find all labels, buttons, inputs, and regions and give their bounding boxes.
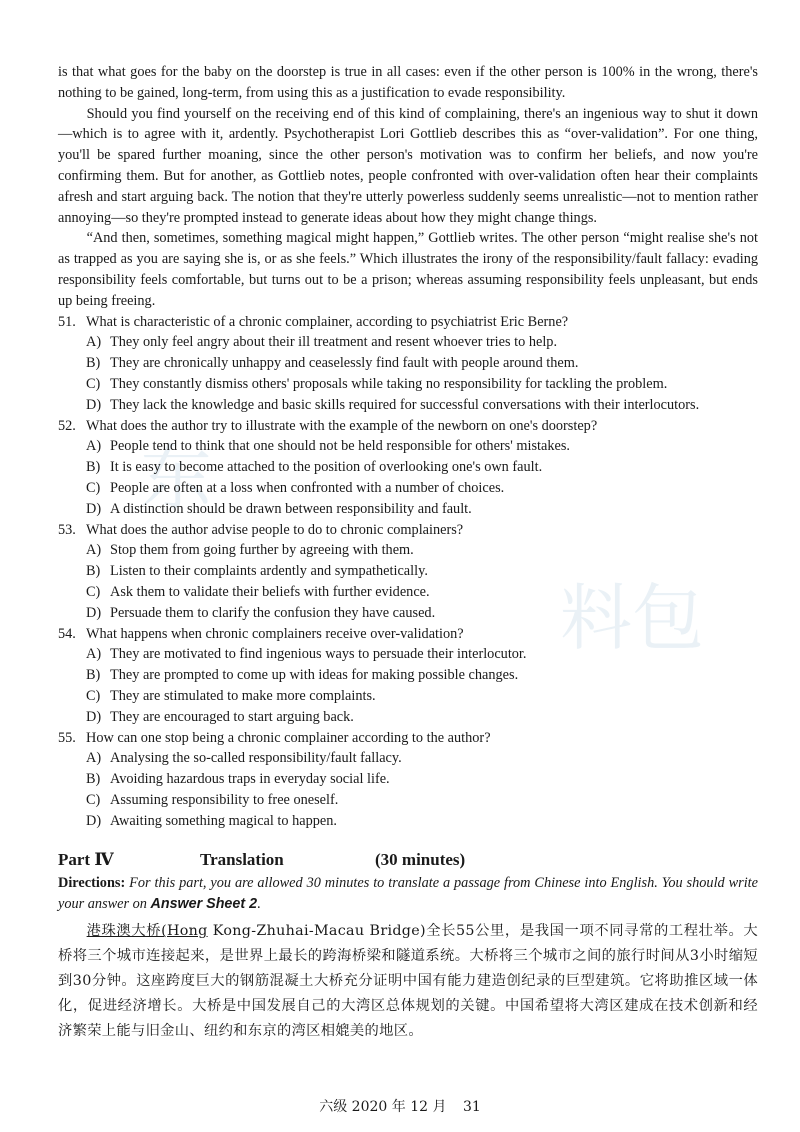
answer-option bbox=[58, 540, 758, 561]
option-letter: C) bbox=[86, 479, 101, 496]
option-letter: B) bbox=[86, 459, 101, 476]
option-text: A distinction should be drawn between responsibility and fault. bbox=[110, 500, 472, 517]
option-letter: A) bbox=[86, 334, 102, 351]
option-letter: B) bbox=[86, 563, 101, 580]
question-number: 53. bbox=[58, 521, 76, 538]
directions-text: For this part, you are allowed 30 minutes to translate a passage from Chinese into English. You should write your answer on bbox=[58, 875, 758, 913]
answer-option bbox=[58, 748, 758, 769]
answer-option bbox=[58, 561, 758, 582]
answer-option bbox=[58, 457, 758, 478]
option-letter: D) bbox=[86, 500, 102, 517]
question-number: 54. bbox=[58, 625, 76, 642]
option-text: They are encouraged to start arguing back. bbox=[110, 708, 354, 725]
option-text: They are chronically unhappy and ceaselessly find fault with people around them. bbox=[110, 355, 579, 372]
option-text: They lack the knowledge and basic skills required for successful conversations with their interlocutors. bbox=[110, 396, 700, 413]
option-letter: B) bbox=[86, 667, 101, 684]
question-text: How can one stop being a chronic complainer according to the author? bbox=[86, 729, 491, 746]
question-text: What is characteristic of a chronic complainer, according to psychiatrist Eric Berne? bbox=[86, 313, 569, 330]
option-letter: D) bbox=[86, 604, 102, 621]
question-number: 52. bbox=[58, 417, 76, 434]
part-number: Part Ⅳ bbox=[58, 850, 114, 870]
page-footer bbox=[0, 1096, 800, 1116]
answer-option bbox=[58, 707, 758, 728]
answer-option bbox=[58, 353, 758, 374]
option-text: Avoiding hazardous traps in everyday social life. bbox=[110, 771, 390, 788]
answer-option bbox=[58, 686, 758, 707]
question-text: What does the author try to illustrate with the example of the newborn on one's doorstep? bbox=[86, 417, 598, 434]
option-text: Listen to their complaints ardently and sympathetically. bbox=[110, 563, 428, 580]
option-letter: C) bbox=[86, 791, 101, 808]
answer-option bbox=[58, 395, 758, 416]
option-letter: A) bbox=[86, 438, 102, 455]
option-text: Awaiting something magical to happen. bbox=[110, 812, 337, 829]
part-time: (30 minutes) bbox=[375, 850, 466, 870]
answer-option bbox=[58, 811, 758, 832]
option-letter: A) bbox=[86, 542, 102, 559]
option-text: It is easy to become attached to the position of overlooking one's own fault. bbox=[110, 459, 543, 476]
part-heading bbox=[58, 849, 758, 871]
option-text: They constantly dismiss others' proposals while taking no responsibility for tackling the problem. bbox=[110, 375, 668, 392]
footer-exam: 六级 2020 年 12 月 bbox=[319, 1099, 447, 1115]
option-text: Analysing the so-called responsibility/fault fallacy. bbox=[110, 750, 402, 767]
watermark: 东 bbox=[140, 436, 213, 520]
answer-option bbox=[58, 665, 758, 686]
option-letter: D) bbox=[86, 812, 102, 829]
option-text: Ask them to validate their beliefs with further evidence. bbox=[110, 583, 430, 600]
option-text: They only feel angry about their ill treatment and resent whoever tries to help. bbox=[110, 334, 558, 351]
question bbox=[58, 416, 758, 437]
passage-paragraph: “And then, sometimes, something magical might happen,” Gottlieb writes. The other person “might realise she's not as trapped as you are saying she is, or as she feels.” Which illustrates the irony of the responsibility/fault fallacy: evading responsibility feels comfortable, but turns out to be a prison; whereas assuming responsibility feels unpleasant, but ends up being freeing. bbox=[58, 230, 758, 309]
option-text: Stop them from going further by agreeing with them. bbox=[110, 542, 414, 559]
question bbox=[58, 728, 758, 749]
question-number: 51. bbox=[58, 313, 76, 330]
option-letter: C) bbox=[86, 687, 101, 704]
option-text: People are often at a loss when confronted with a number of choices. bbox=[110, 479, 505, 496]
question-text: What does the author advise people to do to chronic complainers? bbox=[86, 521, 464, 538]
directions-period: . bbox=[257, 896, 261, 913]
question-text: What happens when chronic complainers receive over-validation? bbox=[86, 625, 464, 642]
option-text: Assuming responsibility to free oneself. bbox=[110, 791, 339, 808]
option-text: People tend to think that one should not be held responsible for others' mistakes. bbox=[110, 438, 570, 455]
option-letter: B) bbox=[86, 355, 101, 372]
answer-option bbox=[58, 644, 758, 665]
option-text: Persuade them to clarify the confusion they have caused. bbox=[110, 604, 436, 621]
exam-page bbox=[58, 62, 758, 1044]
answer-option bbox=[58, 332, 758, 353]
question bbox=[58, 312, 758, 333]
answer-option bbox=[58, 478, 758, 499]
question-number: 55. bbox=[58, 729, 76, 746]
answer-option bbox=[58, 499, 758, 520]
option-letter: A) bbox=[86, 750, 102, 767]
answer-sheet-label: Answer Sheet 2 bbox=[150, 896, 258, 913]
translation-underlined: 港珠澳大桥(Hong bbox=[86, 923, 208, 940]
option-letter: C) bbox=[86, 375, 101, 392]
option-letter: D) bbox=[86, 396, 102, 413]
option-letter: B) bbox=[86, 771, 101, 788]
directions-label: Directions: bbox=[58, 875, 126, 892]
answer-option bbox=[58, 603, 758, 624]
question bbox=[58, 624, 758, 645]
passage-paragraph: Should you find yourself on the receiving end of this kind of complaining, there's an ingenious way to shut it down—which is to agree with it, ardently. Psychotherapist Lori Gottlieb describes this as “over-validation”. For one thing, you'll be spared further moaning, since the other person's motivation was to confirm her beliefs, and now you're confirming them. But for another, as Gottlieb notes, people confronted with over-validation often hear their complaints afresh and start arguing back. The notion that they're utterly powerless suddenly seems unrealistic—not to mention rather annoying—so they're prompted instead to generate ideas about how they might change things. bbox=[58, 105, 758, 226]
answer-option bbox=[58, 374, 758, 395]
question-list bbox=[58, 312, 758, 832]
footer-page-number: 31 bbox=[462, 1099, 481, 1115]
question bbox=[58, 520, 758, 541]
part-title: Translation bbox=[200, 850, 284, 870]
answer-option bbox=[58, 436, 758, 457]
option-letter: D) bbox=[86, 708, 102, 725]
translation-text: Kong-Zhuhai-Macau Bridge)全长55公里，是我国一项不同寻常的工程壮举。大桥将三个城市连接起来，是世界上最长的跨海桥梁和隧道系统。大桥将三个城市之间的旅行时间从3小时缩短到30分钟。这座跨度巨大的钢筋混凝土大桥充分证明中国有能力建造创纪录的巨型建筑。它将助推区域一体化，促进经济增长。大桥是中国发展自己的大湾区总体规划的关键。中国希望将大湾区建成在技术创新和经济繁荣上能与旧金山、纽约和东京的湾区相媲美的地区。 bbox=[58, 923, 758, 1040]
watermark: 料包 bbox=[560, 576, 705, 660]
directions bbox=[58, 873, 758, 915]
option-text: They are stimulated to make more complaints. bbox=[110, 687, 376, 704]
option-text: They are motivated to find ingenious ways to persuade their interlocutor. bbox=[110, 646, 527, 663]
answer-option bbox=[58, 769, 758, 790]
answer-option bbox=[58, 582, 758, 603]
answer-option bbox=[58, 790, 758, 811]
passage-paragraph: is that what goes for the baby on the doorstep is true in all cases: even if the other person is 100% in the wrong, there's nothing to be gained, long-term, from using this as a justification to evade responsibility. bbox=[58, 64, 758, 101]
option-letter: C) bbox=[86, 583, 101, 600]
option-text: They are prompted to come up with ideas for making possible changes. bbox=[110, 667, 519, 684]
translation-passage bbox=[58, 919, 758, 1044]
option-letter: A) bbox=[86, 646, 102, 663]
